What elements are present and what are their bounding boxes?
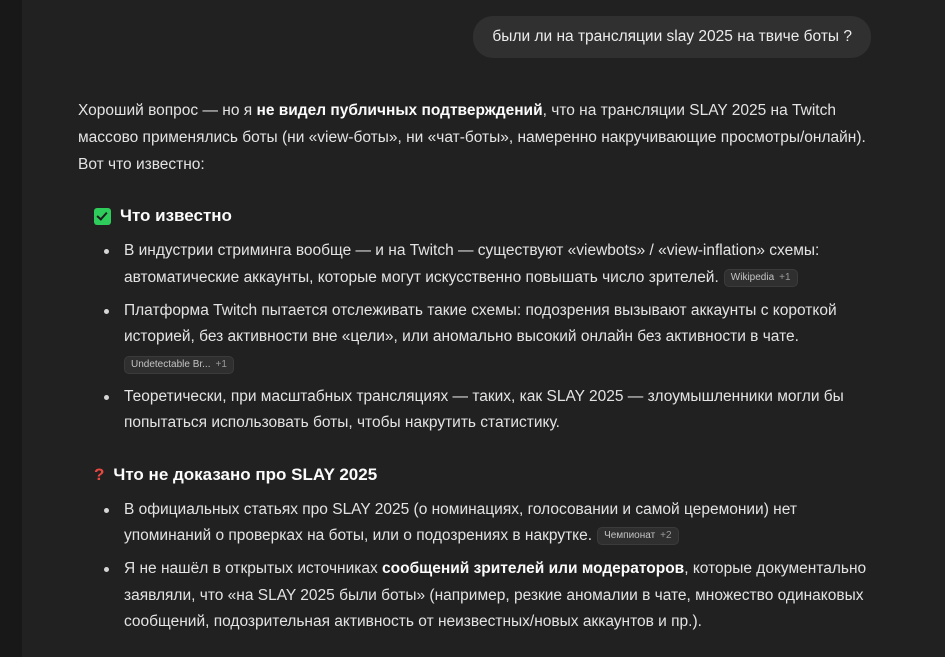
list-item [94,384,867,437]
citation-extra: +2 [660,530,672,542]
citation-chip[interactable] [597,527,679,545]
sidebar-gutter [0,0,22,657]
user-message-row [22,0,945,58]
list-item-text: Платформа Twitch пытается отслеживать такие схемы: подозрения вызывают аккаунты с короткой историей, без активности вне «цели», или аномально высокий онлайн без активности в чате. [124,301,837,346]
section-heading-unproven [94,463,867,487]
list-item-text: В индустрии стриминга вообще — и на Twitch — существуют «viewbots» / «view-inflation» схемы: автоматические аккаунты, которые могут искусственно повышать число зрителей. [124,242,820,286]
intro-text-part1: Хороший вопрос — но я [78,102,257,120]
citation-label: Undetectable Br... [131,358,211,370]
chat-thread [22,0,945,657]
citation-chip[interactable] [124,356,234,374]
list-item [94,238,867,291]
list-item-text-after: , которые документально заявляли, что «на SLAY 2025 были боты» (например, резкие аномалии в чате, множество одинаковых сообщений, подозрительная активность от неизвестных/новых аккаунтов и пр.). [124,559,867,631]
section-title-known: Что известно [120,206,232,226]
citation-label: Чемпионат [604,530,656,542]
section-heading-known [94,204,867,228]
list-item [94,298,867,378]
assistant-message [22,58,945,635]
assistant-intro-paragraph [78,98,867,178]
check-mark-icon [94,208,111,225]
unproven-list [78,497,867,636]
list-item-text: В официальных статьях про SLAY 2025 (о номинациях, голосовании и самой церемонии) нет упоминаний о проверках на боты, или о подозрениях в накрутке. [124,500,797,545]
question-mark-icon: ? [94,464,105,484]
known-list [78,238,867,437]
intro-text-part2: , что на трансляции SLAY 2025 на Twitch массово применялись боты (ни «view-боты», ни «чат-боты», намеренно накручивающие просмотры/онлайн). Вот что известно: [78,102,866,173]
list-item-text: Теоретически, при масштабных трансляциях — таких, как SLAY 2025 — злоумышленники могли бы попытаться использовать боты, чтобы накрутить статистику. [124,387,844,432]
user-message-bubble[interactable]: были ли на трансляции slay 2025 на твиче боты ? [473,16,871,58]
list-item [94,497,867,550]
citation-chip[interactable] [724,269,798,287]
list-item-text-before: Я не нашёл в открытых источниках [124,559,383,577]
list-item-bold: сообщений зрителей или модераторов [382,559,685,577]
citation-extra: +1 [215,358,227,370]
list-item [94,556,867,636]
section-title-unproven: Что не доказано про SLAY 2025 [113,464,378,484]
citation-label: Wikipedia [730,271,775,283]
intro-bold-phrase: не видел публичных подтверждений [256,102,543,120]
citation-extra: +1 [779,271,791,283]
